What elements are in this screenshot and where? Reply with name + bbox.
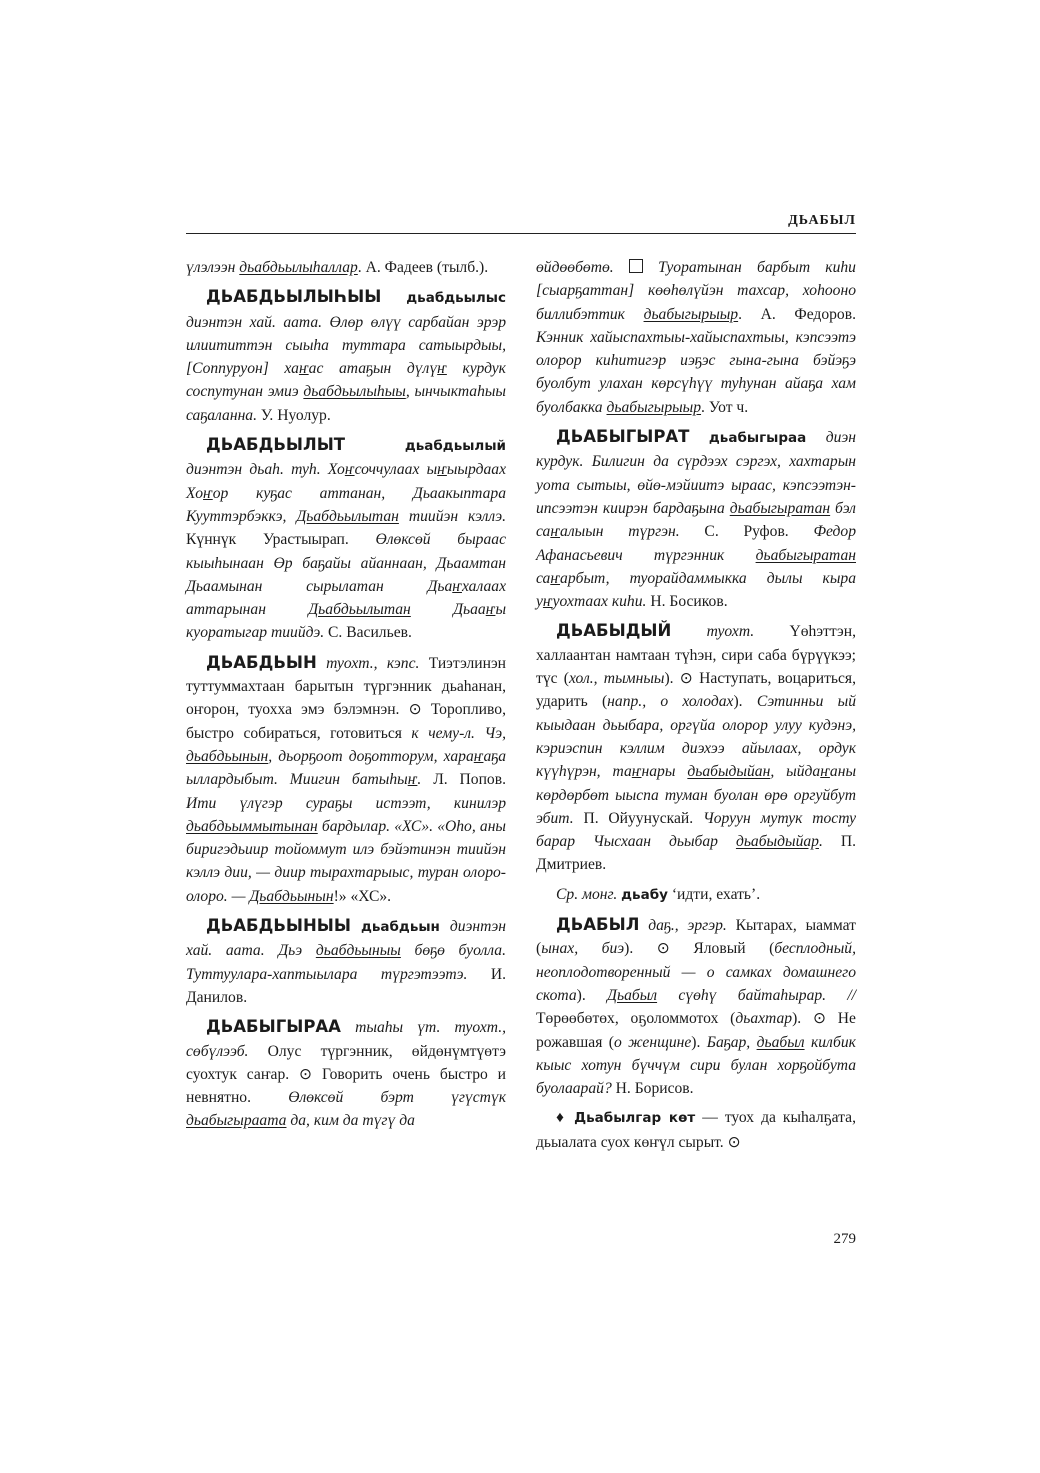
- entry-continuation: өйдөөбөтө. Туоратынан барбыт киhи [сыарҕаттан] көөhөлүйэн тахсар, хоhооно биллибэттик дьабыгырыыр. А. Федоров. Кэнник хайыспахтыы-хайыспахтыы, кэпсээтэ олорор киhитигэр иэҕэс гына-гына бэйэҕэ буолбут улахан көрсүhүү туhунан айаҕа хам буолбакка дьабыгырыыр. Уот ч.: [536, 259, 856, 416]
- entry-dabdyn: ДЬАБДЬЫН туохт., кэпс. Тиэтэлинэн туттуммахтаан барытын түргэнник дьаhанан, оҥорон, туохха эмэ бэлэмнэн. ⊙ Торопливо, быстро собираться, готовиться к чему-л. Чэ, дьабдьынын, дьорҕоот доҕотторум, хараҥаҕа ыллардыбыт. Миигин батыhыҥ. Л. Попов. Ити үлүгэр сураҕы истээт, кинилэр дьабдьыммытынан бардылар. «ХС». «Оhо, аны биригэдьиир тойоммут илэ бэйэтинэн тиийэн кэллэ дии, — диир тырахтарыыс, туран олоро-олоро. — Дьабдьынын!» «ХС».: [186, 652, 506, 905]
- headword: ДЬАБЫГЫРАА: [206, 1017, 341, 1037]
- header-rule: [186, 233, 856, 234]
- entry-dabygyrat: ДЬАБЫГЫРАТ дьабыгыраа диэн курдук. Билигин да сүрдээх сэргэх, хахтарын уота сытыы, өйө-мэйиитэ ыраас, кэпсээтэн-ипсээтэн киирэн бардаҕына дьабыгыратан бэл саҥалыын түргэн. С. Руфов. Федор Афанасьевич түргэнник дьабыгыратан саҥарбыт, туорайдаммыкка дылы кыра уҥуохтаах киhи. Н. Босиков.: [536, 427, 857, 611]
- etymology-note: Ср. монг. дьабу ‘идти, ехать’.: [556, 885, 761, 903]
- headword: ДЬАБДЬЫНЫЫ: [206, 916, 351, 936]
- square-marker-icon: [629, 259, 643, 273]
- translation-marker-icon: ⊙: [812, 1010, 827, 1028]
- entry-dabdylyhyy: ДЬАБДЬЫЛЫҺЫЫ дьабдьылыс диэнтэн хай. аата. Өлөр өлүү сарбайан эрэр илиититтэн сыыhа туттара сатыырдыы, [Соппуруон] хаҥас атаҕын дүлүҥ курдук соспутунан эмиэ дьабдьылыhыы, ынчыктаhыы саҕаланна. У. Нуолур.: [186, 287, 506, 424]
- entry-dabyl: ДЬАБЫЛ даҕ., эргэр. Кытарах, ыаммат (ынах, биэ). ⊙ Яловый (бесплодный, неоплодотворенный — о самках домашнего скота). Дьабыл сүөhү байтаhырар. // Төрөөбөтөх, оҕоломмотох (дьахтар). ⊙ Не рожавшая (о женщине). Баҕар, дьабыл килбик кыыс хотун бүччүм сири булан хорҕойбута буолаарай? Н. Борисов.: [536, 915, 857, 1098]
- headword: ДЬАБДЬЫН: [206, 652, 317, 672]
- headword: ДЬАБЫГЫРАТ: [556, 427, 690, 447]
- translation-marker-icon: ⊙: [299, 1065, 313, 1083]
- headword: ДЬАБЫЛ: [556, 915, 640, 935]
- headword: ДЬАБДЬЫЛЫТ: [206, 435, 346, 455]
- running-head: ДЬАБЫЛ: [788, 213, 856, 228]
- page-number: 279: [833, 1231, 856, 1247]
- headword: ДЬАБДЬЫЛЫҺЫЫ: [206, 287, 382, 307]
- phrase-entry: ♦ Дьабылгар көт — туох да кыhалҕата, дьыалата суох көҥүл сырыт. ⊙: [536, 1109, 856, 1151]
- translation-marker-icon: ⊙: [727, 1133, 741, 1151]
- entry-dabydyi: ДЬАБЫДЫЙ туохт. Үөhэттэн, халлаантан намтаан түhэн, сири саба бүрүүкээ; түс (хол., тымныы). ⊙ Наступать, воцариться, ударить (напр., о холодах). Сэтинньи ый кыыдаан дьыбара, оргүйа олорор улуу кудэнэ, кэриэспин кэллим диэхээ айылаах, ордук күүhүрэн, таҥнары дьабыдыйан, ыйдаҥаны көрдөрбөт ыыспа туман буолан өрө оргуйбут эбит. П. Ойуунускай. Чоруун мутук тосту барар Чысхаан дьыбар дьабыдыйар. П. Дмитриев.: [536, 621, 857, 874]
- entry-continuation: үлэлээн дьабдьылыhаллар. А. Фадеев (тылб.).: [186, 259, 489, 276]
- translation-marker-icon: ⊙: [656, 940, 670, 958]
- right-column: [536, 256, 856, 1160]
- headword: ДЬАБЫДЫЙ: [556, 621, 672, 641]
- left-column: [186, 256, 506, 1139]
- diamond-icon: ♦: [556, 1109, 575, 1127]
- entry-dabdylyt: ДЬАБДЬЫЛЫТ дьабдьылый диэнтэн дьаh. туh. Хоҥсоччулаах ыҥыырдаах Хоҥор куҕас аттанан, Дьаакыптара Кууттэрбэккэ, Дьабдьылытан тиийэн кэллэ. Күннүк Урастыырап. Өлөксөй быраас кыыhынаан Өр баҕайы айаннаан, Дьаамтан Дьаамынан сырылатан Дьаҥхалаах аттарынан Дьабдьылытан Дьааҥы куоратыгар тиийдэ. С. Васильев.: [186, 435, 506, 642]
- entry-dabygyraa: ДЬАБЫГЫРАА тыаhы үт. туохт., сөбүлээб. Олус түргэнник, өйдөнүмтүөтэ суохтук саҥар. ⊙ Говорить очень быстро и невнятно. Өлөксөй бэрт үгүстүк дьабыгыраата да, ким да түгү да: [186, 1017, 506, 1130]
- translation-marker-icon: ⊙: [679, 670, 693, 688]
- translation-marker-icon: ⊙: [408, 701, 422, 719]
- entry-dabdynyy: ДЬАБДЬЫНЫЫ дьабдьын диэнтэн хай. аата. Дьэ дьабдьыныы бөҕө буолла. Туттуулара-хаптыылара түргэтээтэ. И. Данилов.: [186, 916, 506, 1006]
